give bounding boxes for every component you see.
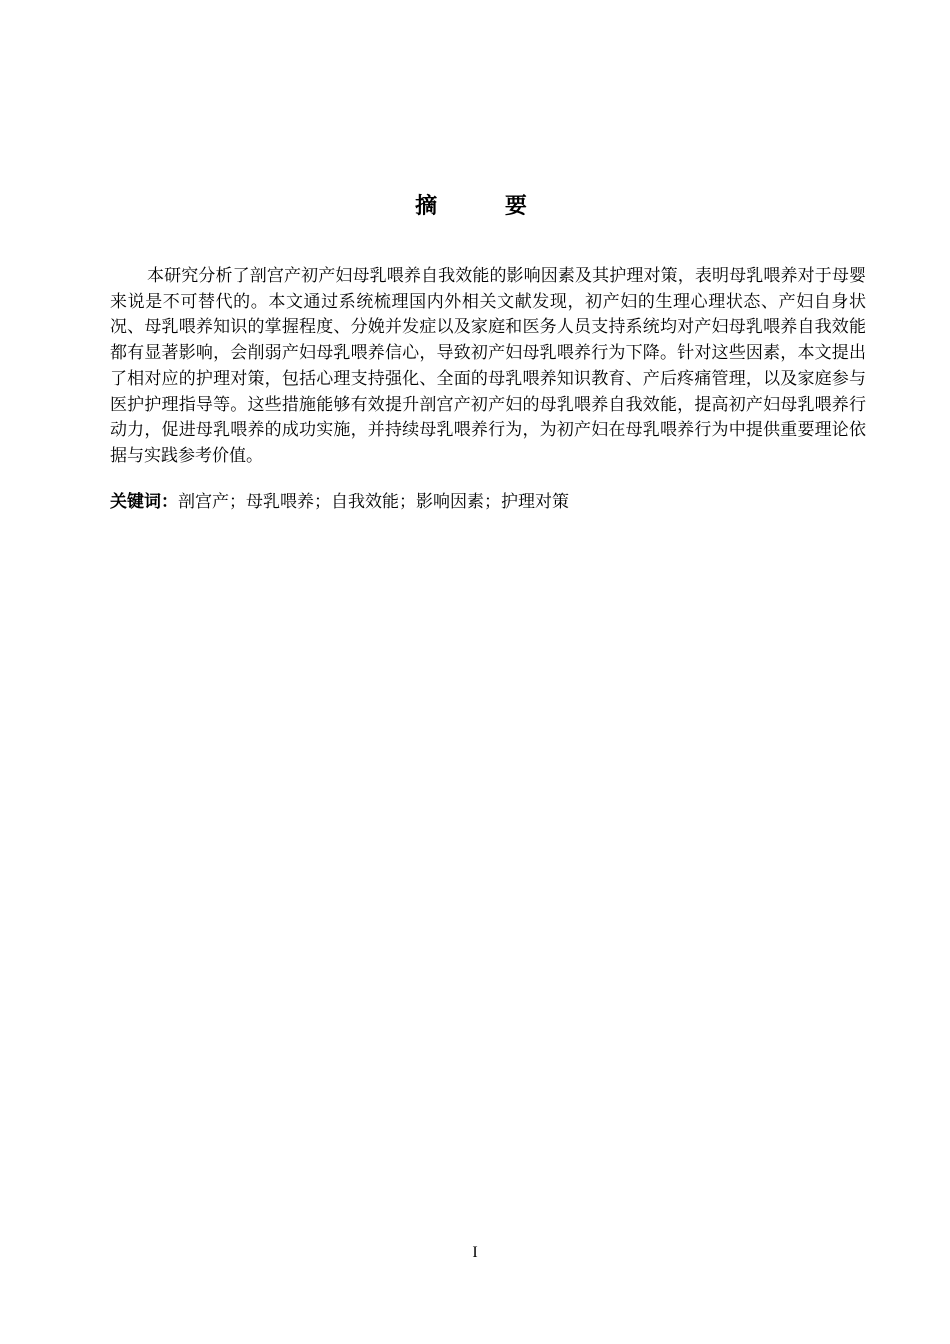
keywords-line [110,490,866,515]
page-number: I [472,1244,478,1261]
keywords-label: 关键词： [110,492,178,512]
abstract-title: 摘 要 [415,194,557,219]
abstract-paragraph: 本研究分析了剖宫产初产妇母乳喂养自我效能的影响因素及其护理对策，表明母乳喂养对于母婴来说是不可替代的。本文通过系统梳理国内外相关文献发现，初产妇的生理心理状态、产妇自身状况、母乳喂养知识的掌握程度、分娩并发症以及家庭和医务人员支持系统均对产妇母乳喂养自我效能都有显著影响，会削弱产妇母乳喂养信心，导致初产妇母乳喂养行为下降。针对这些因素，本文提出了相对应的护理对策，包括心理支持强化、全面的母乳喂养知识教育、产后疼痛管理，以及家庭参与医护护理指导等。这些措施能够有效提升剖宫产初产妇的母乳喂养自我效能，提高初产妇母乳喂养行动力，促进母乳喂养的成功实施，并持续母乳喂养行为，为初产妇在母乳喂养行为中提供重要理论依据与实践参考价值。 [110,266,866,466]
keywords-text: 剖宫产；母乳喂养；自我效能；影响因素；护理对策 [178,492,569,512]
